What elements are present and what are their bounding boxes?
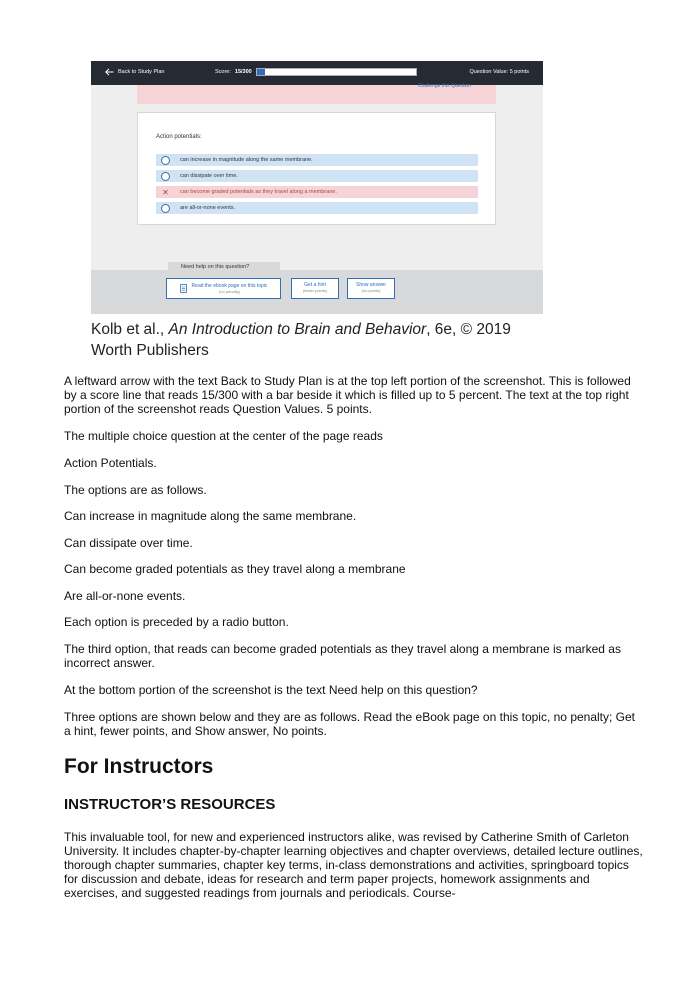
book-page-icon (180, 284, 187, 293)
description-paragraph: Three options are shown below and they are as follows. Read the eBook page on this topic, no penalty; Get a hint, fewer points, and Show answer, No points. (64, 710, 636, 738)
subsection-heading: INSTRUCTOR’S RESOURCES (64, 796, 276, 813)
option-1[interactable] (156, 154, 478, 166)
radio-button-icon[interactable] (161, 172, 170, 181)
screenshot-figure (91, 61, 543, 314)
arrow-left-icon (105, 68, 114, 76)
radio-button-icon[interactable] (161, 204, 170, 213)
button-sublabel: (no penalty) (218, 289, 241, 295)
option-4[interactable] (156, 202, 478, 214)
button-sublabel: (no points) (361, 288, 381, 294)
score-line (215, 69, 252, 75)
option-text: are all-or-none events. (180, 205, 236, 211)
question-value: Question Value: 5 points (469, 69, 529, 75)
option-text: can become graded potentials as they travel along a membrane. (180, 189, 337, 195)
button-label: Get a hint (304, 282, 326, 288)
description-paragraph: The options are as follows. (64, 483, 207, 497)
score-progress-bar (256, 68, 417, 76)
button-label: Read the ebook page on this topic (191, 282, 268, 289)
incorrect-x-icon: ✕ (162, 187, 169, 197)
challenge-link[interactable]: Challenge this Question (417, 83, 471, 89)
option-3-incorrect[interactable] (156, 186, 478, 198)
description-paragraph: Can dissipate over time. (64, 536, 193, 550)
option-text: can dissipate over time. (180, 173, 238, 179)
button-sublabel: (fewer points) (302, 288, 328, 294)
question-label: Action potentials: (156, 134, 202, 140)
description-paragraph: Can become graded potentials as they travel along a membrane (64, 562, 406, 576)
description-paragraph: A leftward arrow with the text Back to Study Plan is at the top left portion of the screenshot. This is followed by a score line that reads 15/300 with a bar beside it which is filled up to 5 percent. The text at the top right portion of the screenshot reads Question Values. 5 points. (64, 374, 631, 416)
button-label: Show answer (355, 282, 386, 288)
description-paragraph: Are all-or-none events. (64, 589, 186, 603)
back-label: Back to Study Plan (118, 69, 165, 75)
description-paragraph: Each option is preceded by a radio button. (64, 615, 289, 629)
description-paragraph: The third option, that reads can become graded potentials as they travel along a membrane is marked as incorrect answer. (64, 642, 621, 670)
read-ebook-button[interactable] (166, 278, 281, 299)
show-answer-button[interactable] (347, 278, 395, 299)
score-prefix: Score: (215, 69, 231, 75)
caption-publisher: Worth Publishers (91, 342, 209, 359)
caption-title: An Introduction to Brain and Behavior (168, 321, 427, 338)
option-text: can increase in magnitude along the same membrane. (180, 157, 313, 163)
description-paragraph: At the bottom portion of the screenshot is the text Need help on this question? (64, 683, 478, 697)
help-title: Need help on this question? (168, 262, 280, 273)
top-bar (91, 61, 543, 85)
score-value: 15/300 (234, 69, 252, 75)
caption-rest: , 6e, © 2019 (426, 321, 511, 338)
resources-paragraph: This invaluable tool, for new and experienced instructors alike, was revised by Catherine Smith of Carleton University. It includes chapter-by-chapter learning objectives and chapter overviews, detailed lecture outlines, thorough chapter summaries, chapter key terms, in-class demonstrations and activities, springboard topics for discussion and debate, ideas for research and term paper projects, homework assignments and exercises, and suggested readings from journals and periodicals. Course- (64, 830, 643, 900)
get-hint-button[interactable] (291, 278, 339, 299)
section-heading: For Instructors (64, 755, 214, 778)
option-2[interactable] (156, 170, 478, 182)
description-paragraph: Can increase in magnitude along the same membrane. (64, 509, 357, 523)
back-to-study-plan-link[interactable] (105, 68, 164, 76)
description-paragraph: Action Potentials. (64, 456, 157, 470)
description-paragraph: The multiple choice question at the center of the page reads (64, 429, 383, 443)
question-card (137, 112, 496, 225)
radio-button-icon[interactable] (161, 156, 170, 165)
caption-authors: Kolb et al., (91, 321, 169, 338)
score-progress-fill (257, 69, 265, 75)
figure-caption (91, 319, 511, 361)
